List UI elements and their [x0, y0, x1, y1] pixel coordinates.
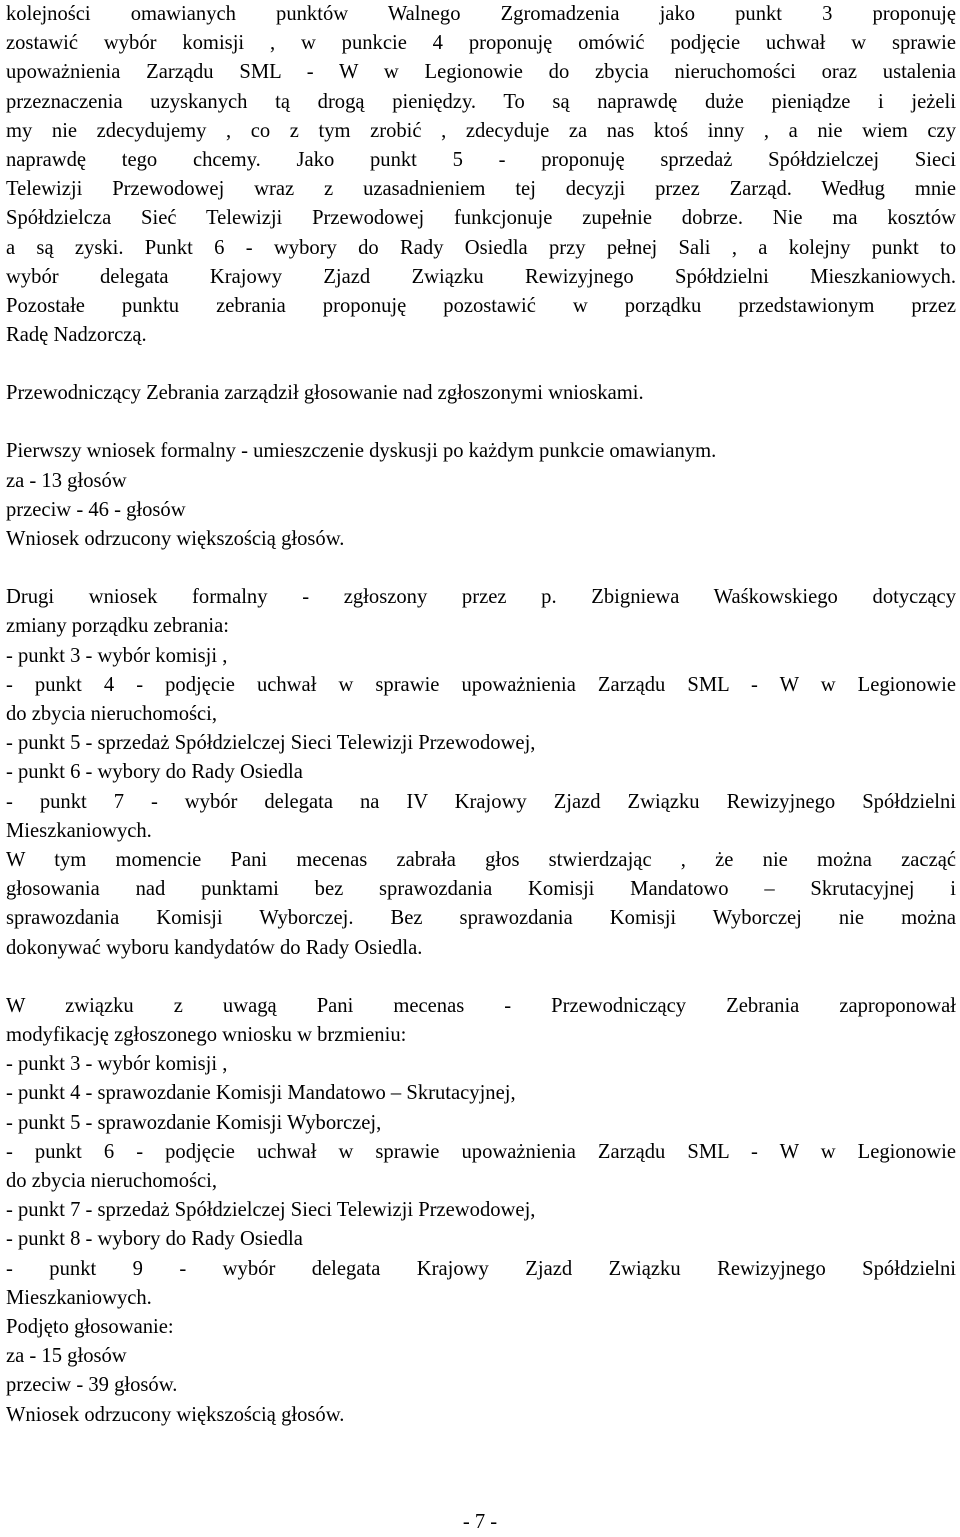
- text-line: W tym momencie Pani mecenas zabrała głos stwierdzając , że nie można zacząć: [6, 849, 956, 872]
- list-item: - punkt 4 - sprawozdanie Komisji Mandatowo – Skrutacyjnej,: [6, 1082, 516, 1105]
- document-body: [6, 0, 956, 1430]
- motion-result: Wniosek odrzucony większością głosów.: [6, 528, 345, 551]
- text-line: naprawdę tego chcemy. Jako punkt 5 - proponuję sprzedaż Spółdzielczej Sieci: [6, 148, 956, 171]
- list-item: - punkt 7 - sprzedaż Spółdzielczej Sieci Telewizji Przewodowej,: [6, 1199, 536, 1222]
- text-line: zmiany porządku zebrania:: [6, 615, 229, 638]
- list-item: - punkt 6 - podjęcie uchwał w sprawie upoważnienia Zarządu SML - W w Legionowie: [6, 1140, 956, 1163]
- vote-for: za - 15 głosów: [6, 1345, 127, 1368]
- text-line: sprawozdania Komisji Wyborczej. Bez sprawozdania Komisji Wyborczej nie można: [6, 907, 956, 930]
- text-line: Pozostałe punktu zebrania proponuję pozostawić w porządku przedstawionym przez: [6, 294, 956, 317]
- text-line: przeznaczenia uzyskanych tą drogą pieniędzy. To są naprawdę duże pieniądze i jeżeli: [6, 90, 956, 113]
- text-line: Mieszkaniowych.: [6, 819, 152, 842]
- text-line: Podjęto głosowanie:: [6, 1316, 174, 1339]
- text-line: Mieszkaniowych.: [6, 1286, 152, 1309]
- list-item: - punkt 5 - sprawozdanie Komisji Wyborczej,: [6, 1111, 382, 1134]
- page-number: - 7 -: [462, 1511, 498, 1533]
- text-line: W związku z uwagą Pani mecenas - Przewodniczący Zebrania zaproponował: [6, 994, 956, 1017]
- list-item: - punkt 7 - wybór delegata na IV Krajowy Zjazd Związku Rewizyjnego Spółdzielni: [6, 790, 956, 813]
- paragraph-spacer: [6, 408, 956, 437]
- list-item: - punkt 9 - wybór delegata Krajowy Zjazd Związku Rewizyjnego Spółdzielni: [6, 1257, 956, 1280]
- text-line: Przewodniczący Zebrania zarządził głosowanie nad zgłoszonymi wnioskami.: [6, 382, 644, 405]
- text-line: wybór delegata Krajowy Zjazd Związku Rewizyjnego Spółdzielni Mieszkaniowych.: [6, 265, 956, 288]
- text-line: do zbycia nieruchomości,: [6, 703, 218, 726]
- paragraph-second-motion: [6, 583, 956, 963]
- text-line: Drugi wniosek formalny - zgłoszony przez p. Zbigniewa Waśkowskiego dotyczący: [6, 586, 956, 609]
- paragraph-spacer: [6, 350, 956, 379]
- list-item: - punkt 6 - wybory do Rady Osiedla: [6, 761, 303, 784]
- text-line: Spółdzielcza Sieć Telewizji Przewodowej funkcjonuje zupełnie dobrze. Nie ma kosztów: [6, 207, 956, 230]
- motion-result: Wniosek odrzucony większością głosów.: [6, 1403, 345, 1426]
- list-item: - punkt 3 - wybór komisji ,: [6, 1053, 228, 1076]
- text-line: my nie zdecydujemy , co z tym zrobić , zdecyduje za nas ktoś inny , a nie wiem czy: [6, 119, 956, 142]
- text-line: Pierwszy wniosek formalny - umieszczenie dyskusji po każdym punkcie omawianym.: [6, 440, 717, 463]
- vote-against: przeciw - 46 - głosów: [6, 498, 186, 521]
- text-line: do zbycia nieruchomości,: [6, 1170, 218, 1193]
- paragraph-first-motion: [6, 437, 956, 554]
- text-line: Radę Nadzorczą.: [6, 324, 147, 347]
- text-line: dokonywać wyboru kandydatów do Rady Osiedla.: [6, 936, 423, 959]
- list-item: - punkt 4 - podjęcie uchwał w sprawie upoważnienia Zarządu SML - W w Legionowie: [6, 673, 956, 696]
- list-item: - punkt 3 - wybór komisji ,: [6, 644, 228, 667]
- paragraph-spacer: [6, 554, 956, 583]
- paragraph-spacer: [6, 963, 956, 992]
- text-line: kolejności omawianych punktów Walnego Zgromadzenia jako punkt 3 proponuję: [6, 3, 956, 25]
- vote-for: za - 13 głosów: [6, 469, 127, 492]
- paragraph-agenda-proposal: [6, 0, 956, 350]
- text-line: upoważnienia Zarządu SML - W w Legionowie do zbycia nieruchomości oraz ustalenia: [6, 61, 956, 84]
- text-line: modyfikację zgłoszonego wniosku w brzmieniu:: [6, 1024, 407, 1047]
- paragraph-chair-vote: [6, 379, 956, 408]
- paragraph-modified-motion: [6, 992, 956, 1430]
- text-line: głosowania nad punktami bez sprawozdania Komisji Mandatowo – Skrutacyjnej i: [6, 878, 956, 901]
- list-item: - punkt 8 - wybory do Rady Osiedla: [6, 1228, 303, 1251]
- text-line: zostawić wybór komisji , w punkcie 4 proponuję omówić podjęcie uchwał w sprawie: [6, 32, 956, 55]
- vote-against: przeciw - 39 głosów.: [6, 1374, 178, 1397]
- text-line: a są zyski. Punkt 6 - wybory do Rady Osiedla przy pełnej Sali , a kolejny punkt to: [6, 236, 956, 259]
- list-item: - punkt 5 - sprzedaż Spółdzielczej Sieci Telewizji Przewodowej,: [6, 732, 536, 755]
- text-line: Telewizji Przewodowej wraz z uzasadnieniem tej decyzji przez Zarząd. Według mnie: [6, 178, 956, 201]
